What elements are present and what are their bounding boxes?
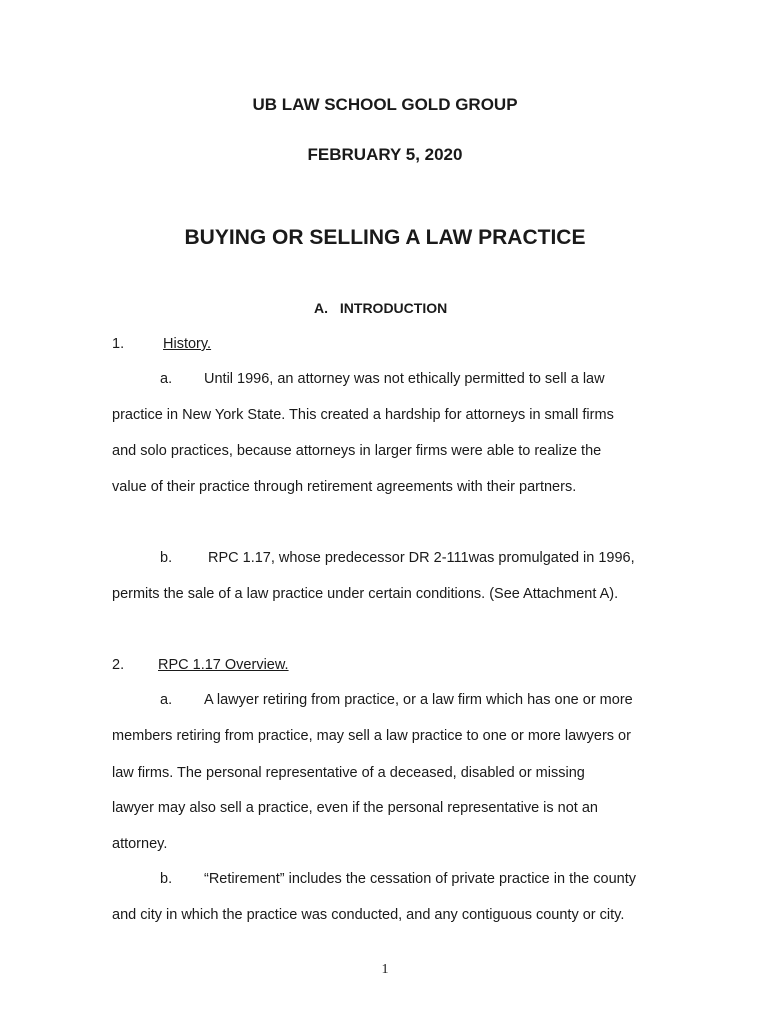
item-1b-letter: b. (160, 550, 173, 566)
item-2-number: 2. (112, 657, 125, 673)
item-1a-line: and solo practices, because attorneys in larger firms were able to realize the (112, 443, 602, 459)
item-1-title: History. (163, 336, 212, 352)
item-1b-line: permits the sale of a law practice under certain conditions. (See Attachment A). (112, 586, 619, 602)
page-title: BUYING OR SELLING A LAW PRACTICE (184, 226, 586, 249)
section-a-heading (314, 300, 447, 316)
section-a-title: INTRODUCTION (339, 300, 448, 316)
item-1b-line: RPC 1.17, whose predecessor DR 2-111was promulgated in 1996, (208, 550, 635, 566)
page-number: 1 (381, 962, 389, 977)
item-2b-letter: b. (160, 871, 173, 887)
item-2a-line: attorney. (112, 836, 168, 852)
item-2-title: RPC 1.17 Overview. (158, 657, 289, 673)
item-1-number: 1. (112, 336, 125, 352)
item-1a-line: value of their practice through retirement agreements with their partners. (112, 479, 577, 495)
date-heading: FEBRUARY 5, 2020 (307, 145, 463, 164)
item-2b-line: “Retirement” includes the cessation of private practice in the county (204, 871, 636, 887)
item-2a-line: members retiring from practice, may sell a law practice to one or more lawyers or (112, 728, 631, 744)
item-1a-line: Until 1996, an attorney was not ethically permitted to sell a law (204, 371, 605, 387)
item-1a-line: practice in New York State. This created a hardship for attorneys in small firms (112, 407, 614, 423)
item-1a-letter: a. (160, 371, 173, 387)
item-2a-line: lawyer may also sell a practice, even if the personal representative is not an (112, 800, 598, 816)
section-a-label: A. (314, 300, 328, 316)
item-2a-line: A lawyer retiring from practice, or a law firm which has one or more (204, 692, 633, 708)
organization-heading: UB LAW SCHOOL GOLD GROUP (252, 95, 518, 114)
item-2a-letter: a. (160, 692, 173, 708)
item-2a-line: law firms. The personal representative of a deceased, disabled or missing (112, 765, 585, 781)
item-2b-line: and city in which the practice was conducted, and any contiguous county or city. (112, 907, 625, 923)
